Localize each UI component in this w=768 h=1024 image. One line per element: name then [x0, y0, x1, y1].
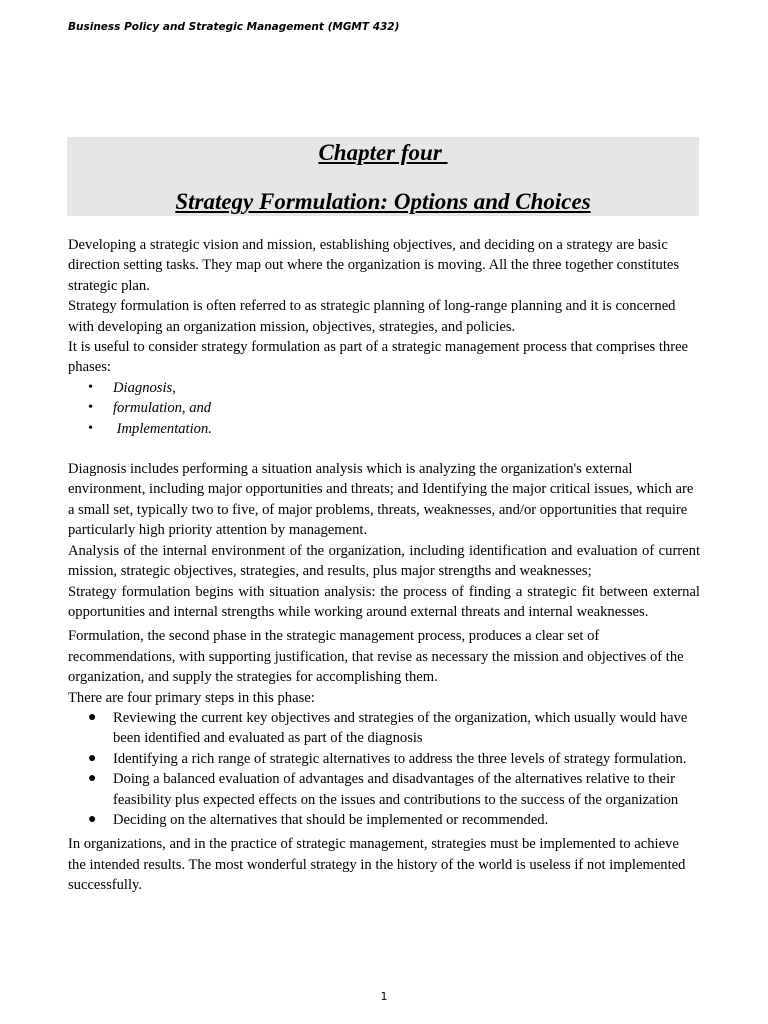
- chapter-title-box: [67, 137, 699, 216]
- page-number: 1: [380, 990, 388, 1003]
- bullet-icon: ●: [88, 771, 97, 787]
- chapter-subtitle: Strategy Formulation: Options and Choices: [175, 189, 591, 214]
- paragraph-steps-intro: There are four primary steps in this phase:: [68, 689, 315, 706]
- list-item: ● Identifying a rich range of strategic alternatives to address the three levels of strategy formulation.: [68, 749, 700, 769]
- bullet-icon: ●: [88, 811, 97, 827]
- bullet-icon: ●: [88, 709, 97, 725]
- steps-list: [68, 708, 700, 830]
- chapter-heading: Chapter four: [318, 140, 448, 165]
- document-header: Business Policy and Strategic Management (MGMT 432): [68, 21, 400, 33]
- paragraph-internal-analysis: Analysis of the internal environment of the organization, including identification and evaluation of current mission, strategic objectives, strategies, and results, plus major strengths and weaknesses;: [68, 542, 700, 580]
- list-item: • formulation, and: [68, 398, 700, 418]
- list-item: ● Reviewing the current key objectives and strategies of the organization, which usually would have been identified and evaluated as part of the diagnosis: [88, 709, 688, 747]
- paragraph-formulation: Formulation, the second phase in the strategic management process, produces a clear set of recommendations, with supporting justification, that revise as necessary the mission and objectives of the organization, and supply the strategies for accomplishing them.: [68, 628, 684, 686]
- list-item: ● Deciding on the alternatives that should be implemented or recommended.: [68, 810, 700, 830]
- paragraph-intro: Developing a strategic vision and mission, establishing objectives, and deciding on a strategy are basic direction setting tasks. They map out where the organization is moving. All the three together constitutes strategic plan.: [68, 237, 680, 294]
- bullet-icon: ●: [88, 750, 97, 766]
- paragraph-implementation: In organizations, and in the practice of strategic management, strategies must be implemented to achieve the intended results. The most wonderful strategy in the history of the world is useless if not implemented successfully.: [68, 836, 686, 894]
- paragraph-strategy-formulation: Strategy formulation is often referred to as strategic planning of long-range planning and it is concerned with developing an organization mission, objectives, strategies, and policies.: [68, 298, 676, 335]
- paragraph-phases-intro: It is useful to consider strategy formulation as part of a strategic management process that comprises three phases:: [68, 339, 689, 376]
- bullet-icon: •: [88, 420, 93, 436]
- phases-list: [68, 378, 700, 439]
- paragraph-diagnosis: Diagnosis includes performing a situation analysis which is analyzing the organization's external environment, including major opportunities and threats; and Identifying the major critical issues, which are a small set, typically two to five, of major problems, threats, weaknesses, and/or opportunities that require particularly high priority attention by management.: [68, 461, 694, 539]
- bullet-icon: •: [88, 400, 93, 416]
- paragraph-situation-analysis: Strategy formulation begins with situation analysis: the process of finding a strategic fit between external opportunities and internal strengths while working around external threats and internal weaknesses.: [68, 583, 700, 620]
- list-item: • Implementation.: [68, 419, 700, 439]
- document-body: [68, 235, 700, 896]
- bullet-icon: •: [88, 379, 93, 395]
- list-item: ● Doing a balanced evaluation of advantages and disadvantages of the alternatives relative to their feasibility plus expected effects on the issues and contributions to the success of the organization: [88, 771, 679, 808]
- list-item: • Diagnosis,: [68, 378, 700, 398]
